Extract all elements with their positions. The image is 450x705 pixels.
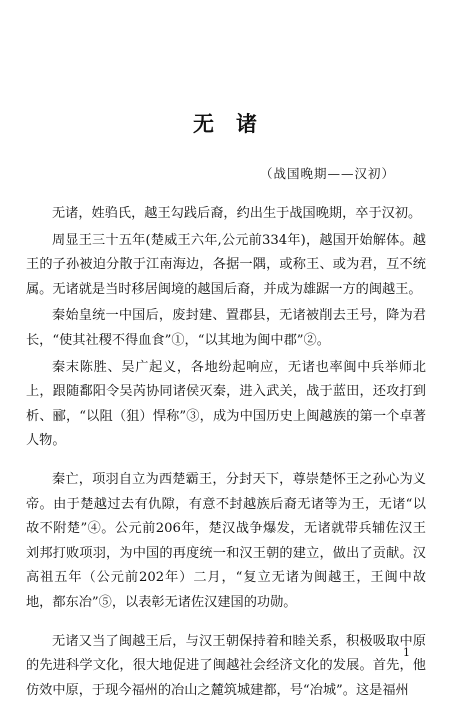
paragraph: 无诸又当了闽越王后，与汉王朝保持着和睦关系，积极吸取中原的先进科学文化，很大地促进了闽越社会经济文化的发展。首先，他仿效中原，于现今福州的冶山之麓筑城建都，号“冶城”。这是福州	[26, 633, 426, 698]
paragraph: 周显王三十五年(楚威王六年,公元前334年)，越国开始解体。越王的子孙被迫分散于江南海边，各据一隅，或称王、或为君，互不统属。无诸就是当时移居闽境的越国后裔，并成为雄踞一方的闽越王。	[26, 232, 426, 297]
paragraph: 秦亡，项羽自立为西楚霸王，分封天下，尊崇楚怀王之孙心为义帝。由于楚越过去有仇隙，有意不封越族后裔无诸等为王，无诸“以故不附楚”④。公元前206年，楚汉战争爆发，无诸就带兵辅佐汉王刘邦打败项羽，为中国的再度统一和汉王朝的建立，做出了贡献。汉高祖五年（公元前202年）二月，“复立无诸为闽越王，王闽中故地，都东冶”⑤，以表彰无诸佐汉建国的功勋。	[26, 471, 426, 610]
paragraph: 无诸，姓驺氏，越王勾践后裔，约出生于战国晚期，卒于汉初。	[52, 206, 422, 221]
paragraph: 秦末陈胜、吴广起义，各地纷起响应，无诸也率闽中兵举师北上，跟随鄱阳令吴芮协同诸侯灭秦，进入武关，战于蓝田，还攻打到析、郦，“以阻（狙）悍称”③，成为中国历史上闽越族的第一个卓著人物。	[26, 359, 426, 449]
body-text	[26, 202, 426, 705]
page-number: 1	[403, 646, 410, 659]
chapter-title: 无诸	[193, 111, 279, 136]
paragraph: 秦始皇统一中国后，废封建、置郡县，无诸被削去王号，降为君长，“使其社稷不得血食”①，“以其地为闽中郡”②。	[26, 308, 426, 348]
chapter-subtitle: （战国晚期——汉初）	[259, 166, 395, 181]
